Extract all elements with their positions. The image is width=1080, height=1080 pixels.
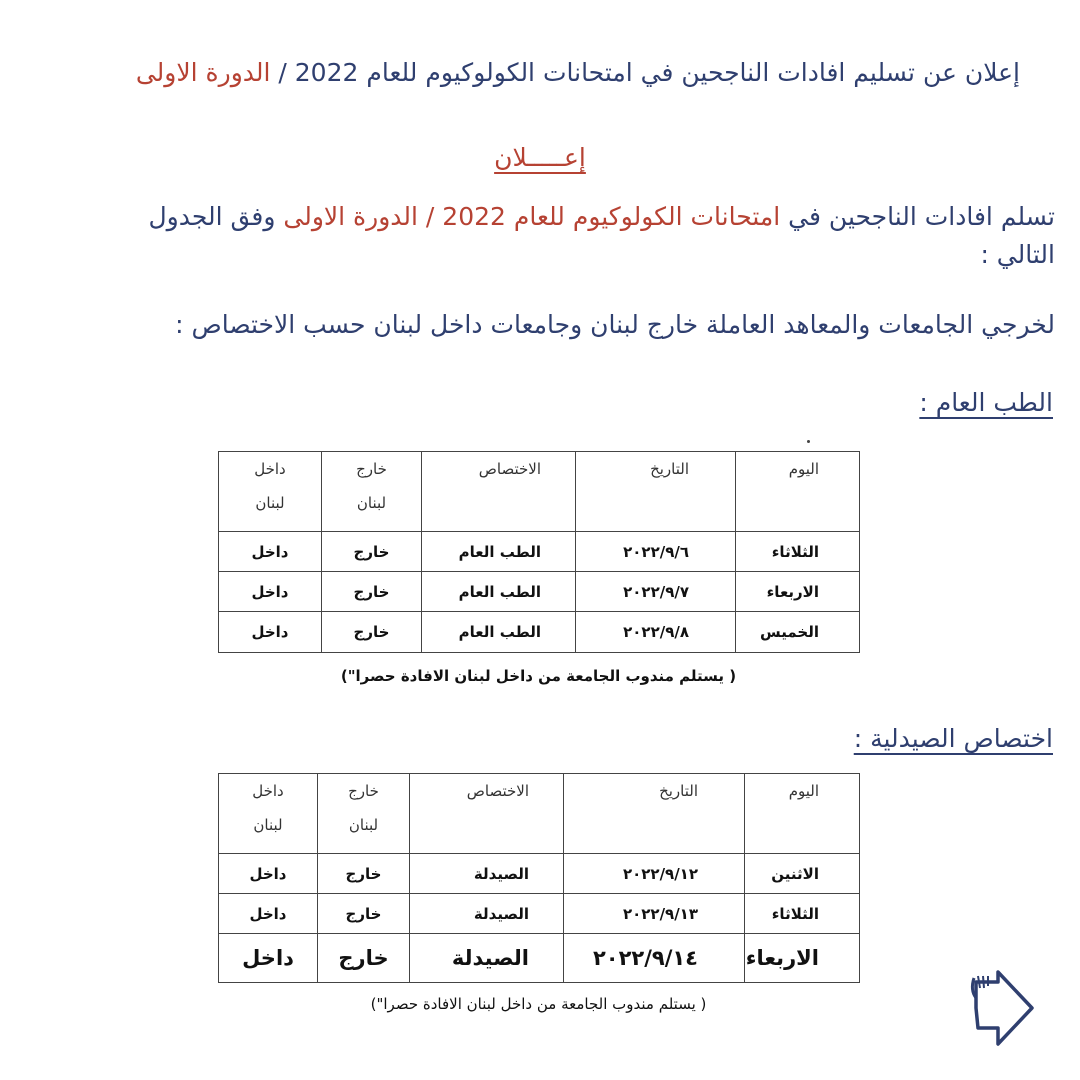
pharmacy-note: ( يستلم مندوب الجامعة من داخل لبنان الافادة حصرا")	[370, 995, 707, 1013]
header-day: اليوم	[736, 452, 860, 532]
cell-date: ٢٠٢٢/٩/٦	[576, 532, 736, 572]
cell-inside: داخل	[219, 532, 322, 572]
graduates-line: لخرجي الجامعات والمعاهد العاملة خارج لبنان وجامعات داخل لبنان حسب الاختصاص :	[175, 310, 1055, 339]
header-outside: خارج لبنان	[322, 452, 422, 532]
cell-day: الاربعاء	[745, 934, 860, 983]
table-row	[219, 532, 860, 572]
cell-outside: خارج	[318, 894, 410, 934]
page-headline	[30, 58, 1020, 87]
cell-specialty: الصيدلة	[410, 934, 564, 983]
cell-date: ٢٠٢٢/٩/١٤	[564, 934, 745, 983]
stray-dot	[807, 440, 810, 443]
section-title-pharmacy: اختصاص الصيدلية :	[853, 724, 1053, 753]
header-date: التاريخ	[564, 774, 745, 854]
cell-inside: داخل	[219, 854, 318, 894]
arrow-right-icon[interactable]	[966, 968, 1038, 1048]
cell-specialty: الطب العام	[422, 572, 576, 612]
cell-inside: داخل	[219, 934, 318, 983]
intro-line-2: التالي :	[980, 240, 1055, 269]
section-title-medicine: الطب العام :	[919, 388, 1053, 417]
cell-date: ٢٠٢٢/٩/٧	[576, 572, 736, 612]
table-row	[219, 934, 860, 983]
header-inside: داخل لبنان	[219, 774, 318, 854]
cell-specialty: الصيدلة	[410, 854, 564, 894]
cell-specialty: الطب العام	[422, 612, 576, 653]
cell-outside: خارج	[322, 572, 422, 612]
cell-date: ٢٠٢٢/٩/١٢	[564, 854, 745, 894]
cell-specialty: الصيدلة	[410, 894, 564, 934]
cell-outside: خارج	[318, 854, 410, 894]
cell-date: ٢٠٢٢/٩/١٣	[564, 894, 745, 934]
table-header-row	[219, 452, 860, 532]
header-specialty: الاختصاص	[422, 452, 576, 532]
medicine-note: ( يستلم مندوب الجامعة من داخل لبنان الافادة حصرا")	[340, 667, 737, 685]
table-row	[219, 894, 860, 934]
cell-outside: خارج	[322, 612, 422, 653]
table-row	[219, 572, 860, 612]
cell-day: الاثنين	[745, 854, 860, 894]
header-day: اليوم	[745, 774, 860, 854]
header-outside: خارج لبنان	[318, 774, 410, 854]
header-inside: داخل لبنان	[219, 452, 322, 532]
header-specialty: الاختصاص	[410, 774, 564, 854]
header-date: التاريخ	[576, 452, 736, 532]
intro-part-1: تسلم افادات الناجحين في	[788, 202, 1055, 231]
intro-paragraph	[30, 198, 1055, 274]
cell-day: الخميس	[736, 612, 860, 653]
intro-part-3: وفق الجدول	[148, 202, 276, 231]
cell-day: الاربعاء	[736, 572, 860, 612]
cell-specialty: الطب العام	[422, 532, 576, 572]
pharmacy-schedule-table	[218, 773, 860, 983]
table-row	[219, 612, 860, 653]
cell-outside: خارج	[322, 532, 422, 572]
cell-outside: خارج	[318, 934, 410, 983]
table-row	[219, 854, 860, 894]
table-header-row	[219, 774, 860, 854]
headline-highlight: الدورة الاولى	[135, 58, 271, 87]
cell-day: الثلاثاء	[736, 532, 860, 572]
medicine-schedule-table	[218, 451, 860, 653]
cell-inside: داخل	[219, 572, 322, 612]
cell-day: الثلاثاء	[745, 894, 860, 934]
cell-inside: داخل	[219, 612, 322, 653]
intro-part-2: امتحانات الكولوكيوم للعام 2022 / الدورة الاولى	[283, 202, 781, 231]
headline-text: إعلان عن تسليم افادات الناجحين في امتحانات الكولوكيوم للعام 2022 /	[278, 58, 1020, 87]
cell-date: ٢٠٢٢/٩/٨	[576, 612, 736, 653]
announcement-title: إعـــــلان	[494, 143, 586, 172]
cell-inside: داخل	[219, 894, 318, 934]
